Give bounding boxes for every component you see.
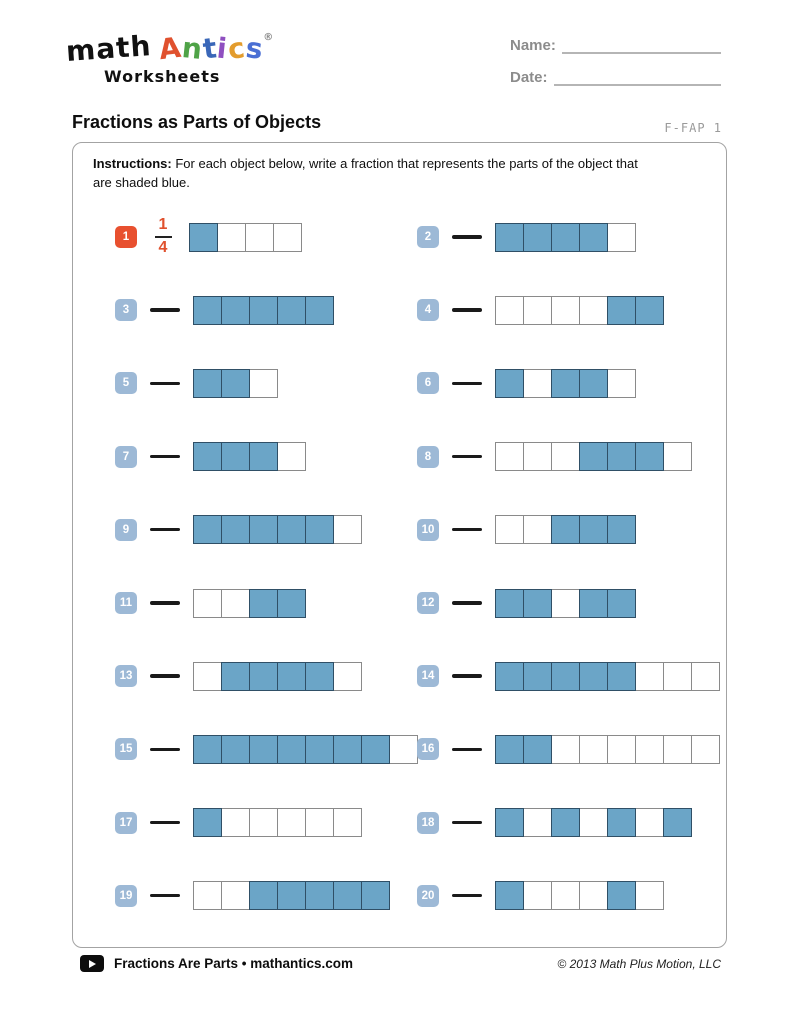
bar-cell-shaded [551,369,580,398]
fraction-bar [495,223,636,252]
bar-cell-shaded [579,515,608,544]
bar-cell-empty [551,296,580,325]
problem-11 [115,588,306,618]
problem-16 [417,734,720,764]
bar-cell-empty [551,735,580,764]
name-field [510,36,721,54]
bar-cell-shaded [361,881,390,910]
logo-letter: n [180,30,205,67]
bar-cell-shaded [305,662,334,691]
problem-2 [417,222,636,252]
fraction-bar [495,808,692,837]
fraction-bar [495,296,664,325]
bar-cell-empty [635,881,664,910]
bar-cell-shaded [361,735,390,764]
bar-cell-empty [245,223,274,252]
problem-number-badge: 5 [115,372,137,394]
bar-cell-shaded [277,662,306,691]
bar-cell-shaded [193,735,222,764]
bar-cell-empty [217,223,246,252]
fraction-bar [495,881,664,910]
bar-cell-shaded [277,589,306,618]
play-triangle [89,960,96,968]
bar-cell-empty [607,223,636,252]
bar-cell-empty [277,442,306,471]
bar-cell-empty [389,735,418,764]
problem-number-badge: 14 [417,665,439,687]
problem-number-badge: 10 [417,519,439,541]
bar-cell-shaded [607,515,636,544]
play-icon [80,955,104,972]
bar-cell-empty [273,223,302,252]
bar-cell-shaded [551,223,580,252]
date-input-line[interactable] [554,68,721,86]
bar-cell-empty [635,662,664,691]
problem-number-badge: 9 [115,519,137,541]
bar-cell-shaded [221,515,250,544]
bar-cell-empty [277,808,306,837]
problem-5 [115,368,278,398]
bar-cell-empty [579,296,608,325]
fraction-bar [495,442,692,471]
bar-cell-shaded [249,662,278,691]
problem-number-badge: 17 [115,812,137,834]
instructions-text: For each object below, write a fraction that represents the parts of the object that are shaded blue. [93,156,638,190]
logo-math-text: math [64,29,153,68]
logo-letter: A [157,30,184,67]
bar-cell-empty [249,369,278,398]
bar-cell-shaded [305,515,334,544]
bar-cell-shaded [249,442,278,471]
fraction-denominator: 4 [158,239,168,256]
bar-cell-shaded [495,808,524,837]
bar-cell-shaded [249,881,278,910]
problem-number-badge: 4 [417,299,439,321]
problem-number-badge: 19 [115,885,137,907]
fraction-bar [193,296,334,325]
answer-blank[interactable] [452,821,482,824]
answer-blank[interactable] [452,894,482,897]
fraction-bar [495,589,636,618]
logo-letter: c [226,31,248,66]
problem-6 [417,368,636,398]
bar-cell-shaded [333,881,362,910]
fraction-bar [495,369,636,398]
bar-cell-shaded [495,223,524,252]
logo-letter: i [215,31,230,66]
bar-cell-empty [691,735,720,764]
logo-letter: t [201,31,220,66]
problem-7 [115,442,306,472]
answer-blank[interactable] [150,528,180,531]
bar-cell-shaded [579,442,608,471]
bar-cell-empty [635,808,664,837]
bar-cell-shaded [193,296,222,325]
bar-cell-empty [495,296,524,325]
bar-cell-shaded [193,369,222,398]
bar-cell-empty [551,881,580,910]
bar-cell-shaded [579,589,608,618]
problem-1 [115,216,302,256]
problem-15 [115,734,418,764]
bar-cell-empty [495,442,524,471]
bar-cell-shaded [305,296,334,325]
bar-cell-empty [193,881,222,910]
date-field [510,68,721,86]
bar-cell-shaded [495,369,524,398]
footer-brand [80,955,353,972]
answer-blank[interactable] [150,821,180,824]
fraction-bar [193,589,306,618]
logo-wordmark [64,29,275,68]
problem-number-badge: 11 [115,592,137,614]
bar-cell-empty [523,881,552,910]
fraction-bar [495,515,636,544]
example-fraction [150,217,176,257]
fraction-bar [193,515,362,544]
bar-cell-empty [551,589,580,618]
problem-number-badge: 8 [417,446,439,468]
bar-cell-empty [523,515,552,544]
fraction-numerator: 1 [158,216,168,234]
fraction-bar [193,735,418,764]
problem-17 [115,808,362,838]
problems-grid [73,143,726,947]
fraction-bar [193,808,362,837]
bar-cell-shaded [607,662,636,691]
copyright-text: © 2013 Math Plus Motion, LLC [557,956,721,971]
problem-number-badge: 13 [115,665,137,687]
problem-number-badge: 2 [417,226,439,248]
bar-cell-shaded [277,881,306,910]
bar-cell-empty [221,881,250,910]
answer-blank[interactable] [150,894,180,897]
fraction-bar [193,662,362,691]
bar-cell-empty [523,296,552,325]
fraction-bar [193,442,306,471]
bar-cell-shaded [277,515,306,544]
problem-12 [417,588,636,618]
bar-cell-empty [663,662,692,691]
bar-cell-empty [193,662,222,691]
problem-20 [417,881,664,911]
fraction-bar [193,881,390,910]
bar-cell-empty [305,808,334,837]
problem-19 [115,881,390,911]
bar-cell-shaded [607,808,636,837]
bar-cell-empty [691,662,720,691]
bar-cell-shaded [495,735,524,764]
answer-blank[interactable] [452,455,482,458]
bar-cell-shaded [305,735,334,764]
problem-18 [417,808,692,838]
fraction-bar [189,223,302,252]
bar-cell-shaded [495,881,524,910]
problem-number-badge: 16 [417,738,439,760]
answer-blank[interactable] [452,382,482,385]
bar-cell-shaded [523,223,552,252]
fraction-line [155,236,172,238]
instructions-label: Instructions: [93,156,172,171]
bar-cell-shaded [579,662,608,691]
logo-antics [159,32,263,65]
bar-cell-empty [579,808,608,837]
answer-blank[interactable] [452,601,482,604]
answer-blank[interactable] [150,308,180,311]
problem-number-badge: 18 [417,812,439,834]
math-antics-logo [64,29,275,86]
answer-blank[interactable] [452,528,482,531]
bar-cell-shaded [221,369,250,398]
worksheet-body [72,142,727,948]
footer-left-text: Fractions Are Parts • mathantics.com [114,956,354,971]
bar-cell-shaded [193,808,222,837]
bar-cell-shaded [579,223,608,252]
bar-cell-shaded [551,808,580,837]
bar-cell-shaded [221,662,250,691]
bar-cell-shaded [635,296,664,325]
answer-blank[interactable] [150,601,180,604]
bar-cell-shaded [249,296,278,325]
footer [80,955,721,972]
bar-cell-empty [523,369,552,398]
problem-number-badge: 3 [115,299,137,321]
worksheet-code: F-FAP 1 [664,121,722,135]
bar-cell-shaded [221,735,250,764]
bar-cell-empty [551,442,580,471]
bar-cell-shaded [221,442,250,471]
bar-cell-shaded [221,296,250,325]
problem-14 [417,661,720,691]
problem-number-badge: 7 [115,446,137,468]
problem-3 [115,295,334,325]
bar-cell-shaded [523,589,552,618]
problem-10 [417,515,636,545]
problem-8 [417,442,692,472]
bar-cell-shaded [277,735,306,764]
bar-cell-empty [193,589,222,618]
bar-cell-shaded [333,735,362,764]
bar-cell-shaded [249,515,278,544]
bar-cell-shaded [607,442,636,471]
problem-number-badge: 20 [417,885,439,907]
answer-blank[interactable] [452,235,482,238]
name-label: Name: [510,37,556,54]
bar-cell-shaded [249,589,278,618]
bar-cell-empty [579,881,608,910]
bar-cell-shaded [495,589,524,618]
bar-cell-empty [635,735,664,764]
bar-cell-shaded [249,735,278,764]
bar-cell-shaded [607,589,636,618]
bar-cell-empty [249,808,278,837]
bar-cell-empty [221,808,250,837]
bar-cell-shaded [277,296,306,325]
problem-number-badge: 15 [115,738,137,760]
bar-cell-empty [333,515,362,544]
bar-cell-shaded [523,735,552,764]
bar-cell-empty [495,515,524,544]
problem-number-badge: 6 [417,372,439,394]
answer-blank[interactable] [150,674,180,677]
bar-cell-empty [523,442,552,471]
name-input-line[interactable] [562,36,721,54]
registered-mark: ® [263,32,275,43]
bar-cell-shaded [551,662,580,691]
logo-letter: s [243,31,265,66]
bar-cell-shaded [663,808,692,837]
bar-cell-shaded [635,442,664,471]
bar-cell-shaded [551,515,580,544]
bar-cell-empty [333,808,362,837]
problem-4 [417,295,664,325]
bar-cell-empty [663,442,692,471]
bar-cell-shaded [607,296,636,325]
bar-cell-empty [523,808,552,837]
answer-blank[interactable] [150,382,180,385]
answer-blank[interactable] [150,455,180,458]
answer-blank[interactable] [452,308,482,311]
bar-cell-empty [663,735,692,764]
bar-cell-shaded [607,881,636,910]
bar-cell-shaded [523,662,552,691]
answer-blank[interactable] [452,748,482,751]
fraction-bar [495,735,720,764]
bar-cell-empty [607,735,636,764]
problem-number-badge: 1 [115,226,137,248]
bar-cell-empty [579,735,608,764]
bar-cell-shaded [193,515,222,544]
fraction-bar [495,662,720,691]
bar-cell-shaded [579,369,608,398]
bar-cell-empty [221,589,250,618]
page-title: Fractions as Parts of Objects [72,112,322,132]
bar-cell-empty [333,662,362,691]
logo-worksheets-text: Worksheets [104,67,221,86]
problem-number-badge: 12 [417,592,439,614]
bar-cell-empty [607,369,636,398]
fraction-bar [193,369,278,398]
answer-blank[interactable] [452,674,482,677]
bar-cell-shaded [193,442,222,471]
bar-cell-shaded [495,662,524,691]
bar-cell-shaded [305,881,334,910]
problem-13 [115,661,362,691]
date-label: Date: [510,69,548,86]
problem-9 [115,515,362,545]
answer-blank[interactable] [150,748,180,751]
bar-cell-shaded [189,223,218,252]
